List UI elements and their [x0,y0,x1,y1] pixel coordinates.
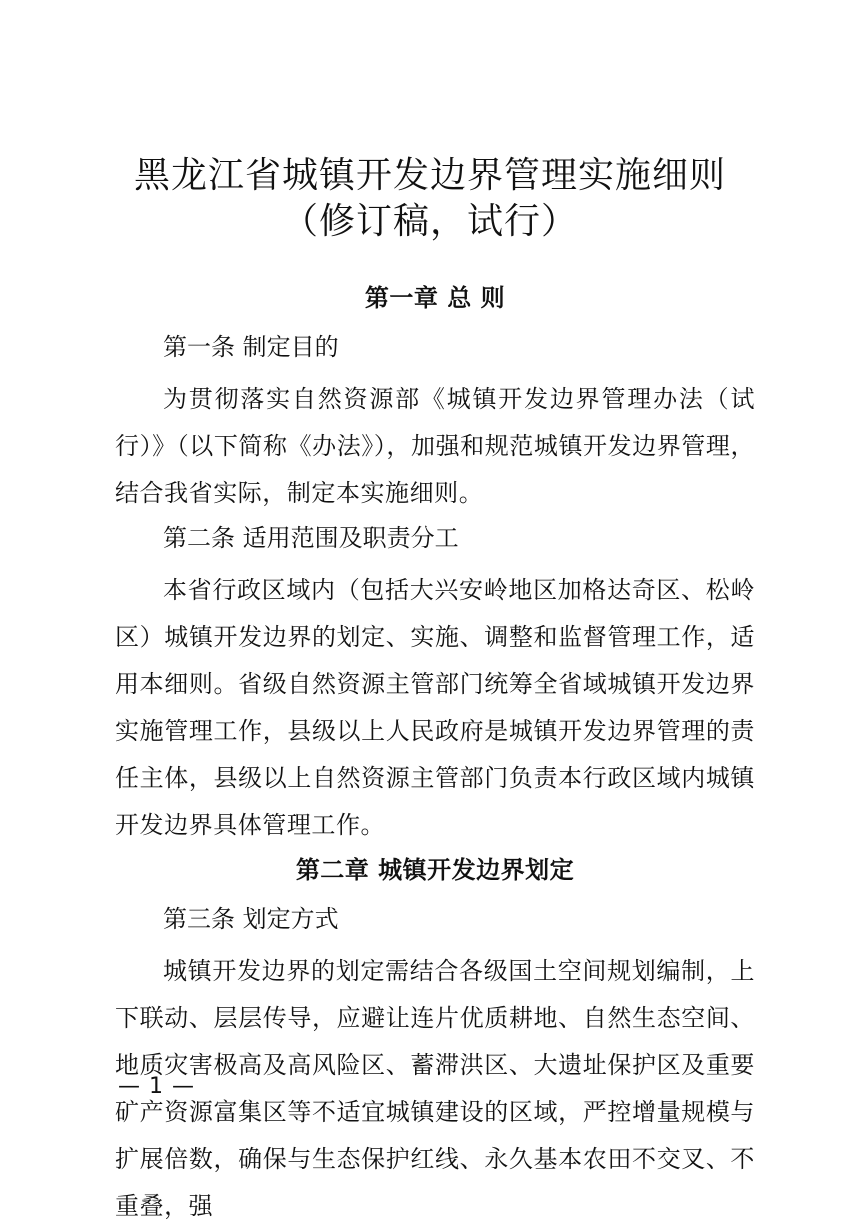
chapter-heading: 第一章 总 则 [364,284,506,312]
article-heading: 第一条 制定目的 [163,333,339,361]
article-paragraph: 本省行政区域内（包括大兴安岭地区加格达奇区、松岭区）城镇开发边界的划定、实施、调整和监督管理工作，适用本细则。省级自然资源主管部门统筹全省域城镇开发边界实施管理工作，县级以上人民政府是城镇开发边界管理的责任主体，县级以上自然资源主管部门负责本行政区域内城镇开发边界具体管理工作。 [115,576,755,839]
document-title: 黑龙江省城镇开发边界管理实施细则 [133,155,726,196]
article-heading: 第三条 划定方式 [163,905,339,933]
article-paragraph: 城镇开发边界的划定需结合各级国土空间规划编制，上下联动、层层传导，应避让连片优质耕地、自然生态空间、地质灾害极高及高风险区、蓄滞洪区、大遗址保护区及重要矿产资源富集区等不适宜城镇建设的区域，严控增量规模与扩展倍数，确保与生态保护红线、永久基本农田不交叉、不重叠，强 [115,957,755,1220]
chapter-heading: 第二章 城镇开发边界划定 [295,856,575,884]
document-subtitle: （修订稿，试行） [281,201,578,242]
document-body [115,278,755,1231]
article-heading: 第二条 适用范围及职责分工 [163,524,459,552]
page-number: — 1 — [118,1074,195,1099]
article-paragraph: 为贯彻落实自然资源部《城镇开发边界管理办法（试行）》（以下简称《办法》），加强和规范城镇开发边界管理，结合我省实际，制定本实施细则。 [115,385,755,507]
